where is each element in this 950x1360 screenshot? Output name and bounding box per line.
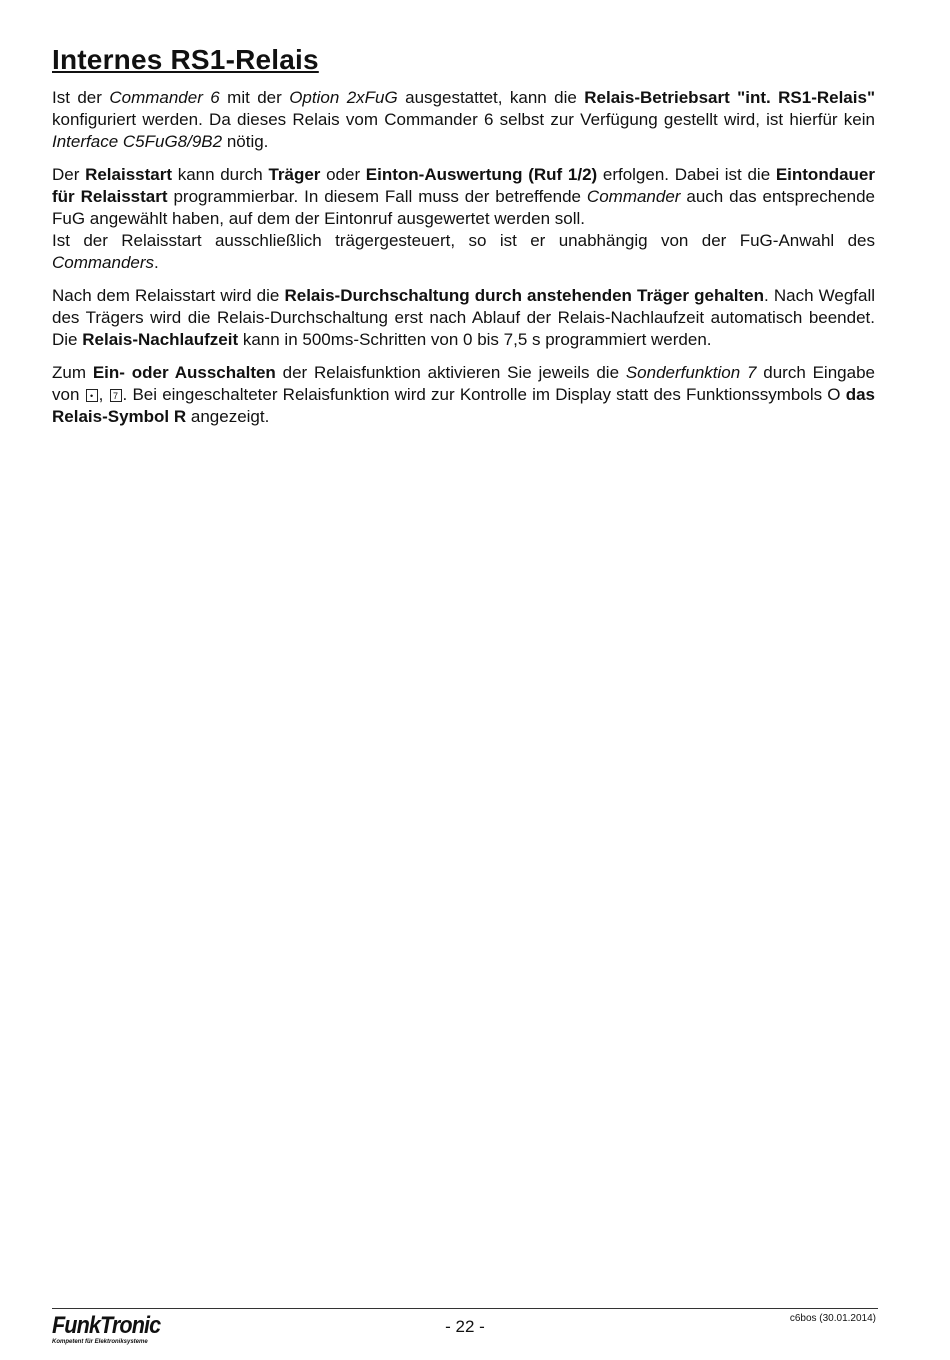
text-bold: Relaisstart [85, 165, 173, 184]
text-bold: Eintondauer für Relaisstart [52, 165, 875, 206]
text-italic: Interface C5FuG8/9B2 [52, 132, 223, 151]
text-bold: Träger [268, 165, 321, 184]
text: . Nach Wegfall des Trägers wird die Relais-Durchschaltung erst nach Ablauf der Relais-Nachlaufzeit automatisch beendet. Die [52, 286, 876, 349]
text: erfolgen. Dabei ist die [597, 165, 776, 184]
logo-wordmark: FunkTronic [52, 1312, 161, 1339]
text: . Bei eingeschalteter Relaisfunktion wird zur Kontrolle im Display statt des Funktionssymbols O [122, 385, 846, 404]
text: programmierbar. In diesem Fall muss der betreffende [167, 187, 587, 206]
paragraph-option-2xfug [52, 87, 875, 153]
text: konfiguriert werden. Da dieses Relais vom Commander 6 selbst zur Verfügung gestellt wird, ist hierfür kein [52, 110, 875, 129]
text-italic: Option 2xFuG [289, 88, 398, 107]
text-italic: Commander 6 [109, 88, 220, 107]
paragraph-relaisstart [52, 164, 875, 230]
paragraph-traegergesteuert [52, 230, 875, 274]
logo-tagline: Kompetent für Elektroniksysteme [52, 1339, 148, 1345]
text: Ist der [52, 88, 110, 107]
page-number: - 22 - [445, 1317, 485, 1336]
text: auch das entsprechende FuG angewählt haben, auf dem der Eintonruf ausgewertet werden soll. [52, 187, 875, 228]
page-footer [52, 1308, 878, 1359]
text-italic: Commanders [52, 253, 155, 272]
text-bold: das Relais-Symbol R [52, 385, 876, 426]
text: oder [320, 165, 366, 184]
page-content [52, 44, 875, 439]
text: kann in 500ms-Schritten von 0 bis 7,5 s programmiert werden. [238, 330, 712, 349]
text: Zum [52, 363, 93, 382]
text: mit der [219, 88, 290, 107]
text: nötig. [222, 132, 269, 151]
text-bold: Einton-Auswertung (Ruf 1/2) [365, 165, 598, 184]
text: ausgestattet, kann die [397, 88, 585, 107]
text: der Relaisfunktion aktivieren Sie jeweils die [275, 363, 626, 382]
paragraph-durchschaltung [52, 285, 875, 351]
document-reference: c6bos (30.01.2014) [789, 1313, 876, 1324]
text: Ist der Relaisstart ausschließlich trägergesteuert, so ist er unabhängig von der FuG-Anwahl des [52, 231, 875, 250]
text: , [98, 385, 109, 404]
seven-key-icon: 7 [110, 389, 122, 402]
text-bold: Relais-Durchschaltung durch anstehenden Träger gehalten [284, 286, 765, 305]
text: Der [52, 165, 86, 184]
text: . [154, 253, 159, 272]
paragraph-ein-ausschalten [52, 362, 875, 428]
text-bold: Relais-Nachlaufzeit [82, 330, 239, 349]
text: kann durch [172, 165, 269, 184]
text: Nach dem Relaisstart wird die [52, 286, 285, 305]
text-bold: Ein- oder Ausschalten [92, 363, 276, 382]
text-italic: Sonderfunktion 7 [625, 363, 757, 382]
page-title: Internes RS1-Relais [52, 44, 319, 75]
dot-key-icon: • [86, 389, 98, 402]
text-italic: Commander [586, 187, 681, 206]
text-bold: Relais-Betriebsart "int. RS1-Relais" [584, 88, 875, 107]
text: angezeigt. [186, 407, 270, 426]
text: durch Eingabe von [52, 363, 875, 404]
